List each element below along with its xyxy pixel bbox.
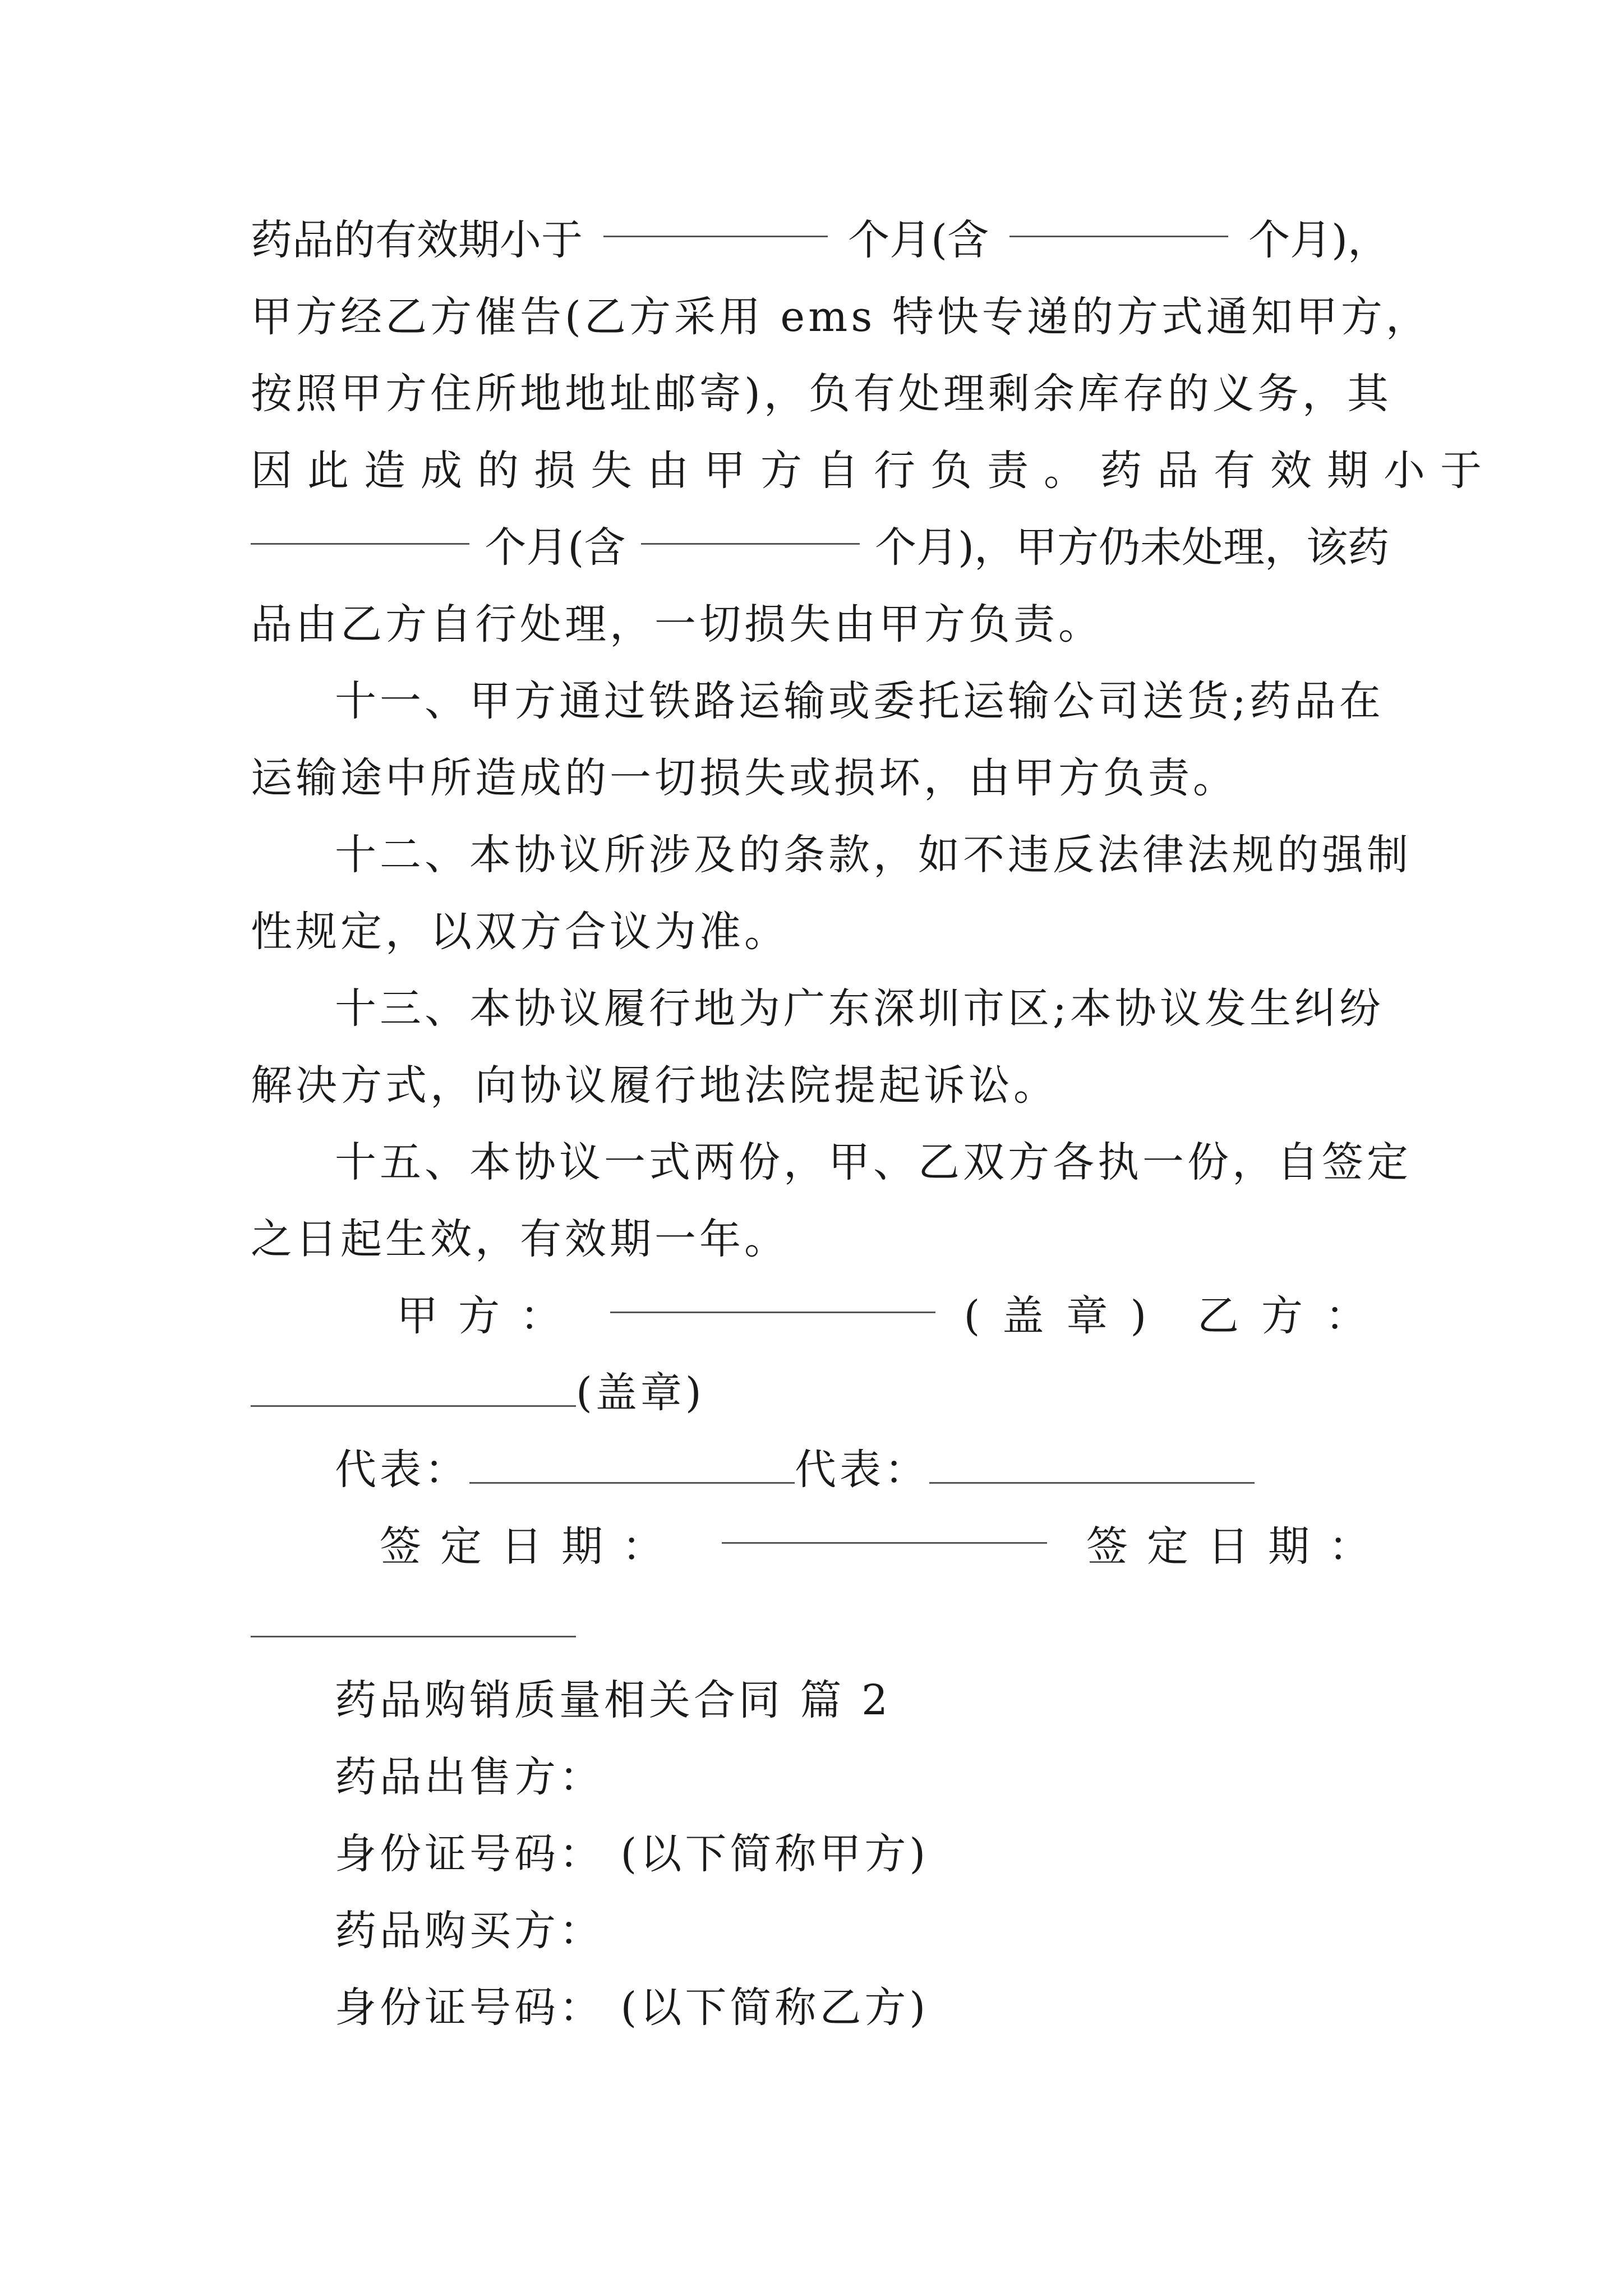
buyer-label: 药品购买方： — [335, 1907, 604, 1955]
paragraph-line — [251, 202, 1389, 279]
rep-a-blank — [469, 1448, 795, 1484]
rep-b-label: 代表： — [795, 1446, 929, 1494]
seal-a-label: (盖章) — [963, 1292, 1169, 1340]
paragraph-line: 按照甲方住所地地址邮寄)，负有处理剩余库存的义务，其 — [251, 370, 1392, 418]
clause-13-line: 十三、本协议履行地为广东深圳市区;本协议发生纠纷 — [335, 984, 1384, 1033]
clause-15-line: 十五、本协议一式两份，甲、乙双方各执一份，自签定 — [335, 1138, 1412, 1186]
contract-2-title: 药品购销质量相关合同 篇 2 — [335, 1676, 892, 1724]
text-segment: 个月(含 — [485, 523, 626, 572]
clause-15-line: 之日起生效，有效期一年。 — [251, 1215, 789, 1263]
clause-13-line: 解决方式，向协议履行地法院提起诉讼。 — [251, 1061, 1058, 1110]
clause-11-line: 运输途中所造成的一切损失或损坏，由甲方负责。 — [251, 754, 1238, 802]
fill-blank — [1009, 202, 1228, 237]
rep-b-blank — [929, 1448, 1255, 1484]
seller-id-label: 身份证号码： (以下简称甲方) — [335, 1830, 929, 1878]
date-a-blank — [722, 1508, 1047, 1544]
party-b-label: 乙方： — [1197, 1292, 1389, 1340]
text-segment: 个月)， — [1248, 216, 1389, 264]
date-b-blank — [251, 1602, 576, 1637]
signature-date-blank-line — [251, 1585, 1389, 1662]
paragraph-line: 因此造成的损失由甲方自行负责。药品有效期小于 — [251, 447, 1497, 495]
fill-blank — [251, 509, 469, 545]
document-page — [251, 202, 1497, 2046]
paragraph-line: 品由乙方自行处理，一切损失由甲方负责。 — [251, 600, 1103, 648]
text-segment: 药品的有效期小于 — [251, 216, 583, 264]
date-b-label: 签定日期： — [1086, 1522, 1389, 1571]
text-segment: 个月)，甲方仍未处理，该药 — [875, 523, 1389, 572]
rep-a-label: 代表： — [335, 1446, 469, 1494]
signature-date-line — [251, 1508, 1389, 1585]
clause-11-line: 十一、甲方通过铁路运输或委托运输公司送货;药品在 — [335, 677, 1384, 725]
fill-blank — [603, 202, 828, 237]
buyer-id-label: 身份证号码： (以下简称乙方) — [335, 1984, 929, 2032]
signature-party-line — [251, 1278, 1389, 1355]
paragraph-line — [251, 509, 1389, 586]
text-segment: 个月(含 — [848, 216, 989, 264]
signature-rep-line — [251, 1432, 1389, 1508]
party-a-label: 甲方： — [396, 1292, 582, 1340]
signature-seal-line — [251, 1355, 1389, 1432]
seller-label: 药品出售方： — [335, 1753, 604, 1801]
party-b-blank — [251, 1372, 576, 1407]
paragraph-line: 甲方经乙方催告(乙方采用 ems 特快专递的方式通知甲方， — [251, 293, 1431, 341]
seal-b-label: (盖章) — [576, 1369, 705, 1417]
clause-12-line: 十二、本协议所涉及的条款，如不违反法律法规的强制 — [335, 831, 1412, 879]
date-a-label: 签定日期： — [380, 1522, 683, 1571]
clause-12-line: 性规定，以双方合议为准。 — [251, 908, 789, 956]
party-a-blank — [610, 1278, 935, 1313]
fill-blank — [641, 509, 860, 545]
